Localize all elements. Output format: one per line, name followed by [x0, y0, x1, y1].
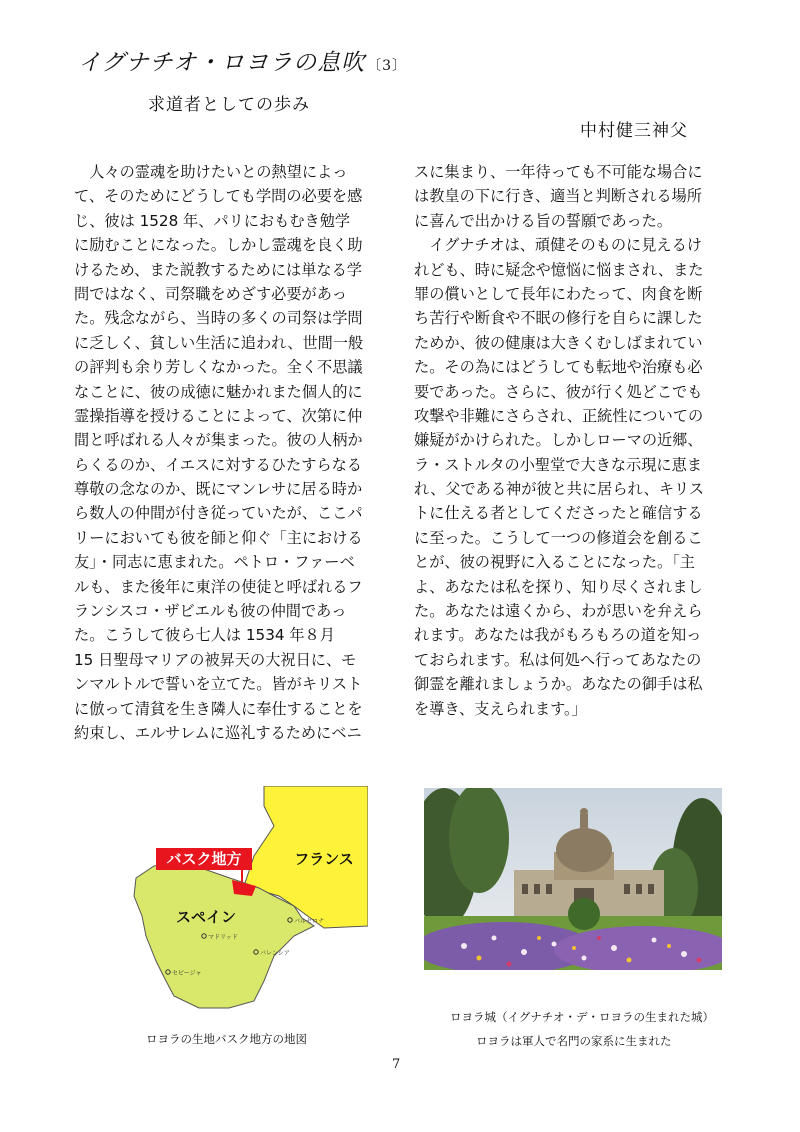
text-line: の評判も余り芳しくなかった。全く不思議 — [74, 358, 363, 377]
photo-caption-line1: ロヨラ城（イグナチオ・デ・ロヨラの生まれた城） — [450, 1010, 715, 1024]
text-line: に乏しく、貧しい生活に追われ、世間一般 — [74, 333, 364, 352]
text-line: に倣って清貧を生き隣人に奉仕することを — [74, 699, 363, 718]
text-line: て、そのためにどうしても学問の必要を感 — [74, 187, 363, 206]
text-line: ルも、また後年に東洋の使徒と呼ばれるフ — [74, 577, 363, 596]
text-line: 嫌疑がかけられた。しかしローマの近郷、 — [414, 431, 703, 450]
text-line: けるため、また説教するためには単なる学 — [74, 260, 362, 279]
basque-map — [124, 786, 368, 1016]
text-line: 攻撃や非難にさらされ、正統性についての — [414, 406, 704, 425]
text-line: に至った。こうして一つの修道会を創るこ — [414, 528, 703, 547]
page-number: 7 — [392, 1057, 401, 1072]
text-line: た。残念ながら、当時の多くの司祭は学問 — [74, 309, 363, 328]
text-line: 人々の霊魂を助けたいとの熱望によっ — [74, 163, 348, 181]
text-line: た。その為にはどうしても転地や治療も必 — [414, 358, 703, 377]
text-line: た。こうして彼ら七人は 1534 年８月 — [74, 626, 335, 645]
text-line: 要であった。さらに、彼が行く処どこでも — [414, 382, 703, 401]
text-line: に励むことになった。しかし霊魂を良く助 — [74, 236, 363, 255]
city-valencia: バレンシア — [260, 951, 290, 957]
text-line: リーにおいても彼を師と仰ぐ「主における — [74, 528, 363, 547]
text-line: を導き、支えられます。」 — [414, 699, 587, 718]
text-line: に喜んで出かける旨の誓願であった。 — [414, 211, 673, 230]
author-name: 中村健三神父 — [580, 121, 688, 141]
text-line: 御霊を離れましょうか。あなたの御手は私 — [414, 675, 703, 694]
text-line: とが、彼の視野に入ることになった。「主 — [414, 553, 695, 572]
text-line: ておられます。私は何処へ行ってあなたの — [414, 650, 702, 669]
text-line: 問ではなく、司祭職をめざす必要があっ — [74, 284, 347, 303]
volume-number: 〔3〕 — [367, 58, 408, 74]
castle-illustration — [424, 788, 722, 970]
text-line: じ、彼は 1528 年、パリにおもむき勉学 — [74, 211, 351, 230]
city-barcelona: バルセロナ — [294, 919, 325, 925]
text-line: た。あなたは遠くから、わが思いを弁えら — [414, 602, 703, 621]
text-line: れ、父である神が彼と共に居られ、キリス — [414, 480, 705, 499]
text-line: 尊敬の念なのか、既にマンレサに居る時か — [74, 480, 363, 499]
city-madrid: マドリッド — [208, 935, 238, 941]
text-line: 霊操指導を授けることによって、次第に仲 — [74, 406, 363, 425]
text-line: トに仕える者としてくださったと確信する — [414, 504, 703, 523]
text-line: ラ・ストルタの小聖堂で大きな示現に恵ま — [414, 455, 702, 474]
title-text: イグナチオ・ロヨラの息吹 — [78, 50, 366, 76]
text-line: 間と呼ばれる人々が集まった。彼の人柄か — [74, 431, 363, 450]
text-line: ためか、彼の健康は大きくむしばまれてい — [414, 333, 703, 352]
text-line: は教皇の下に行き、適当と判断される場所 — [414, 187, 702, 206]
text-line: 友」・同志に恵まれた。ペトロ・ファーベ — [74, 553, 355, 572]
france-label: フランス — [294, 851, 354, 868]
article-subtitle: 求道者としての歩み — [148, 95, 310, 115]
text-line: 約束し、エルサレムに巡礼するためにベニ — [74, 723, 362, 742]
text-line: ンマルトルで誓いを立てた。皆がキリスト — [74, 675, 363, 694]
article-title — [78, 44, 407, 77]
text-line: 罪の償いとして長年にわたって、肉食を断 — [414, 284, 703, 303]
basque-label: バスク地方 — [166, 851, 242, 868]
text-line: れども、時に疑念や憶悩に悩まされ、また — [414, 260, 704, 279]
text-line: スに集まり、一年待っても不可能な場合に — [414, 163, 703, 181]
text-line: なことに、彼の成徳に魅かれまた個人的に — [74, 382, 363, 401]
text-line: ランシスコ・ザビエルも彼の仲間であっ — [74, 602, 347, 621]
right-text-column — [414, 160, 744, 721]
photo-caption-line2: ロヨラは軍人で名門の家系に生まれた — [476, 1034, 672, 1048]
loyola-castle-photo — [424, 788, 722, 970]
spain-label: スペイン — [175, 909, 237, 926]
map-caption: ロヨラの生地バスク地方の地図 — [146, 1032, 307, 1046]
text-line: らくるのか、イエスに対するひたすらなる — [74, 455, 362, 474]
text-line: ら数人の仲間が付き従っていたが、ここパ — [74, 504, 363, 523]
text-line: ち苦行や断食や不眠の修行を自らに課した — [414, 309, 703, 328]
text-line: れます。あなたは我がもろもろの道を知っ — [414, 626, 702, 645]
map-graphic — [124, 786, 368, 1016]
text-line: よ、あなたは私を探り、知り尽くされまし — [414, 577, 703, 596]
text-line: 15 日聖母マリアの被昇天の大祝日に、モ — [74, 650, 357, 669]
left-text-column — [74, 160, 404, 745]
text-line: イグナチオは、頑健そのものに見えるけ — [414, 236, 702, 255]
city-sevilla: セビージャ — [172, 971, 202, 977]
